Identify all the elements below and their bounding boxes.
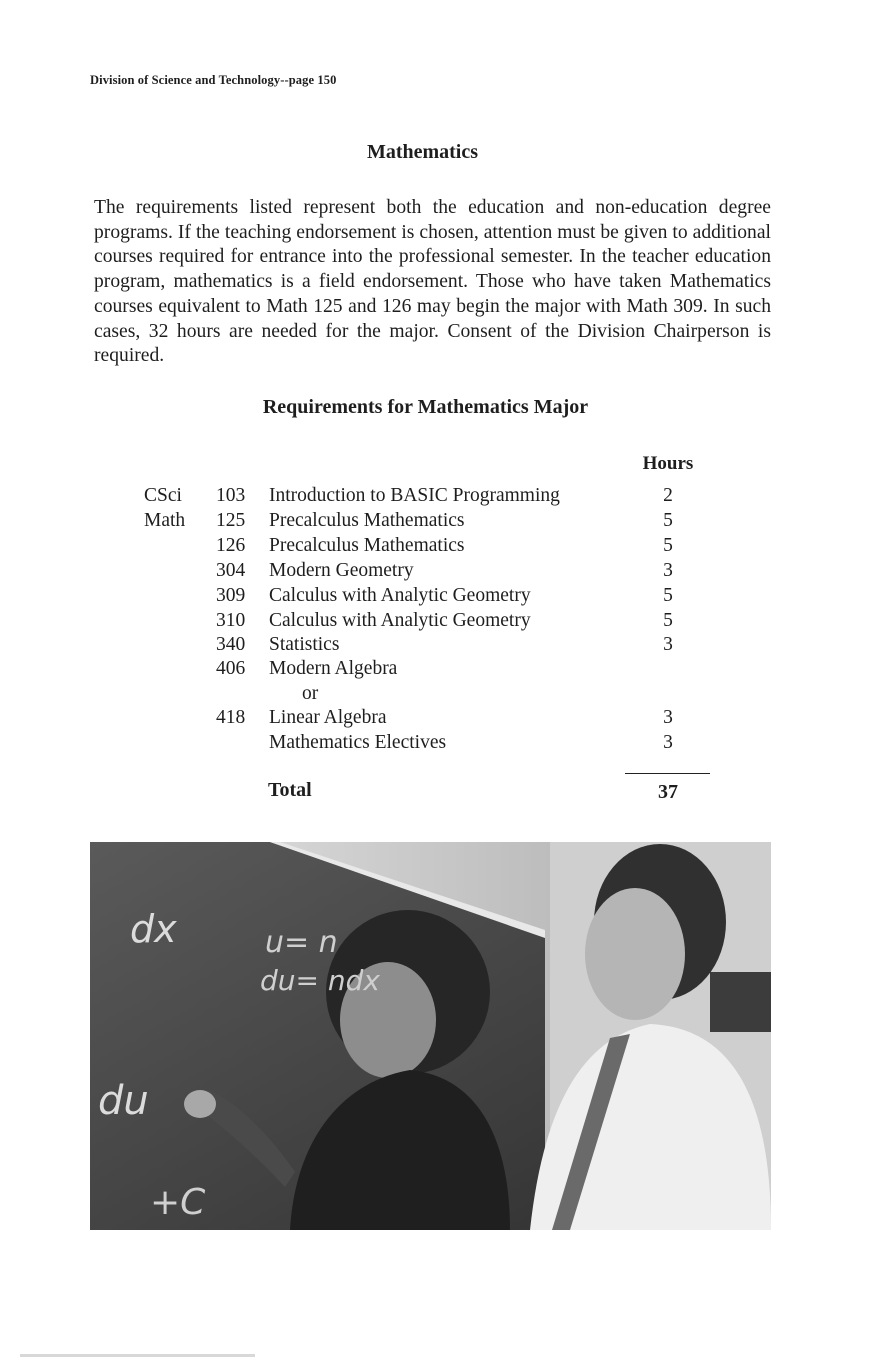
course-title: Calculus with Analytic Geometry [269,610,531,631]
course-hours: 5 [663,535,673,556]
course-hours: 2 [663,485,673,506]
course-number: 310 [216,610,246,631]
course-dept: Math [144,510,186,531]
course-number: 340 [216,634,246,655]
course-title: Modern Algebra [269,658,398,679]
hours-column-header: Hours [642,453,694,474]
course-number: 309 [216,585,246,606]
course-row [0,705,879,730]
chalk-text: dx [130,907,177,951]
running-head: Division of Science and Technology--page 150 [90,73,337,87]
course-row [0,608,879,633]
course-title: Mathematics Electives [269,732,447,753]
course-row [0,483,879,508]
course-row [0,533,879,558]
total-label: Total [268,779,312,801]
chalk-text: +C [150,1182,206,1223]
requirements-title: Requirements for Mathematics Major [262,396,589,418]
chalk-text: du= ndx [260,964,380,997]
course-dept: CSci [144,485,182,506]
intro-paragraph: The requirements listed represent both the education and non-education degree programs. If the teaching endorsement is chosen, attention must be given to additional courses required for entrance into the professional semester. In the teacher education program, mathematics is a field endorsement. Those who have taken Mathematics courses equivalent to Math 125 and 126 may begin the major with Math 309. In such cases, 32 hours are needed for the major. Consent of the Division Chairperson is required. [94,197,771,367]
course-row [0,632,879,657]
course-title: Statistics [269,634,340,655]
course-number: 125 [216,510,246,531]
course-row [0,730,879,755]
course-title: Calculus with Analytic Geometry [269,585,531,606]
course-number: 304 [216,560,246,581]
course-hours: 3 [663,560,673,581]
course-title: Linear Algebra [269,707,387,728]
course-hours: 3 [663,634,673,655]
course-hours: 3 [663,707,673,728]
classroom-photo-illustration [90,842,771,1230]
chalk-text: du [98,1078,149,1124]
course-number: 103 [216,485,246,506]
course-title: Modern Geometry [269,560,414,581]
course-row [0,583,879,608]
total-rule [625,773,710,774]
course-number: 406 [216,658,246,679]
course-number: 126 [216,535,246,556]
course-title: Precalculus Mathematics [269,510,465,531]
course-hours: 3 [663,732,673,753]
course-hours: 5 [663,510,673,531]
course-title: Precalculus Mathematics [269,535,465,556]
course-hours: 5 [663,610,673,631]
course-row [0,558,879,583]
course-row [0,508,879,533]
course-alternative-or: or [302,683,319,704]
chalk-text: u= n [265,925,338,960]
course-row [0,656,879,681]
course-hours: 5 [663,585,673,606]
course-number: 418 [216,707,246,728]
scan-edge-mark [20,1354,255,1357]
classroom-photo [90,842,771,1230]
section-title: Mathematics [366,141,479,163]
course-row [0,681,879,706]
course-title: Introduction to BASIC Programming [269,485,560,506]
total-hours: 37 [658,781,678,803]
